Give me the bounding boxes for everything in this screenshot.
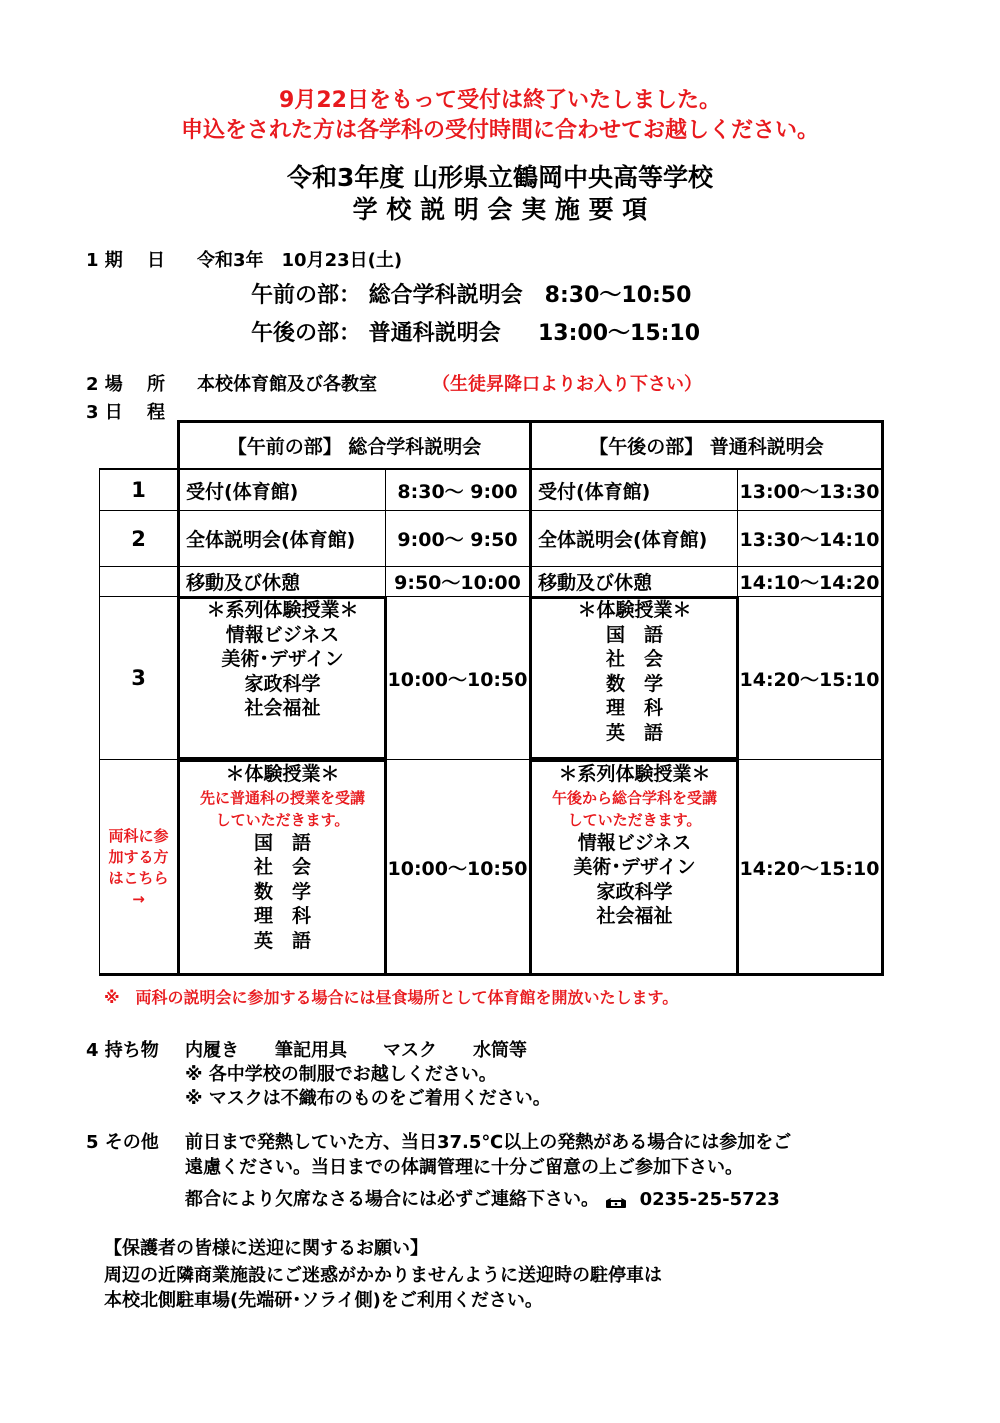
absence-contact — [185, 1185, 780, 1211]
row-4-am-classes — [180, 762, 385, 953]
row-3-pm-classes — [532, 598, 737, 745]
belongings-list: 内履き 筆記用具 マスク 水筒等 — [185, 1040, 527, 1061]
both-sessions-label — [100, 826, 177, 910]
row-4-pm-classes — [532, 762, 737, 929]
row-1-am-time: 8:30～ 9:00 — [397, 480, 518, 503]
row-4-am-note: 先に普通科の授業を受講 — [199, 788, 365, 807]
row-3-number: 3 — [131, 666, 146, 690]
row-4-pm-time: 14:20～15:10 — [739, 857, 880, 880]
row-3-am-line: 美術･デザイン — [221, 648, 344, 670]
row-3-pm-line: 国 語 — [605, 623, 663, 646]
row-2-number: 2 — [131, 526, 146, 551]
row-1-pm-time: 13:00～13:30 — [739, 480, 880, 503]
side-line: 加する方 — [108, 848, 169, 866]
row-4-pm-note: 午後から総合学科を受講 — [551, 788, 717, 807]
row-3-pm-line: 数 学 — [605, 672, 663, 695]
side-line: はこちら — [108, 869, 169, 887]
absence-text: 都合により欠席なさる場合には必ずご連絡下さい。 — [185, 1189, 599, 1210]
venue-entrance-note: （生徒昇降口よりお入り下さい） — [432, 374, 702, 395]
row-4-pm-heading: ＊系列体験授業＊ — [558, 763, 711, 785]
row-4-am-time: 10:00～10:50 — [387, 857, 528, 880]
move-row-am-item: 移動及び休憩 — [186, 572, 301, 594]
row-3-am-line: 社会福祉 — [244, 697, 321, 719]
row-3-am-time: 10:00～10:50 — [387, 668, 528, 691]
health-note-1: 前日まで発熱していた方、当日37.5℃以上の発熱がある場合には参加をご — [185, 1132, 792, 1153]
row-3-pm-line: ＊体験授業＊ — [577, 599, 692, 621]
row-3-am-line: 家政科学 — [244, 672, 321, 695]
pm-column-header: 【午後の部】 普通科説明会 — [589, 436, 824, 458]
row-4-am-line: 英 語 — [253, 929, 311, 952]
row-1-pm-item: 受付(体育館) — [538, 480, 651, 503]
row-2-pm-item: 全体説明会(体育館) — [538, 529, 708, 551]
pm-session: 午後の部： 普通科説明会 13:00～15:10 — [251, 321, 701, 346]
arrow-right-icon: → — [132, 890, 145, 908]
guardian-line-1: 周辺の近隣商業施設にご迷惑がかかりませんように送迎時の駐停車は — [104, 1265, 662, 1286]
row-4-pm-line: 美術･デザイン — [573, 856, 696, 878]
row-4-pm-line: 家政科学 — [596, 880, 673, 903]
mask-note: ※ マスクは不織布のものをご着用ください。 — [185, 1088, 551, 1109]
row-4-am-line: 国 語 — [253, 831, 311, 854]
move-row-am-time: 9:50～10:00 — [394, 572, 521, 594]
row-3-am-line: 情報ビジネス — [225, 623, 340, 646]
section-2-label: 2 場 所 — [86, 374, 166, 395]
side-line: 両科に参 — [108, 827, 169, 845]
row-2-am-time: 9:00～ 9:50 — [397, 529, 518, 551]
row-3-pm-time: 14:20～15:10 — [739, 668, 880, 691]
row-3-pm-line: 理 科 — [605, 697, 663, 719]
guardian-line-2: 本校北側駐車場(先端研･ソライ側)をご利用ください。 — [104, 1290, 543, 1311]
venue: 本校体育館及び各教室 — [197, 374, 377, 395]
row-4-am-line: 数 学 — [253, 880, 311, 903]
uniform-note: ※ 各中学校の制服でお越しください。 — [185, 1064, 497, 1085]
health-note-2: 遠慮ください。当日までの体調管理に十分ご留意の上ご参加下さい。 — [185, 1157, 743, 1178]
guardian-heading: 【保護者の皆様に送迎に関するお願い】 — [104, 1238, 428, 1259]
row-2-pm-time: 13:30～14:10 — [739, 529, 880, 551]
phone-number: 0235-25-5723 — [639, 1189, 780, 1210]
phone-icon — [605, 1193, 627, 1207]
move-row-pm-item: 移動及び休憩 — [538, 572, 653, 594]
row-4-am-heading: ＊体験授業＊ — [225, 763, 340, 785]
row-3-pm-line: 英 語 — [605, 721, 663, 744]
row-4-am-line: 理 科 — [253, 905, 311, 927]
row-1-am-item: 受付(体育館) — [186, 480, 299, 503]
row-3-am-line: ＊系列体験授業＊ — [206, 599, 359, 621]
row-2-am-item: 全体説明会(体育館) — [186, 529, 356, 551]
notice-line-2: 申込をされた方は各学科の受付時間に合わせてお越しください。 — [180, 118, 819, 143]
row-4-pm-line: 社会福祉 — [596, 905, 673, 927]
row-3-am-classes — [180, 598, 385, 721]
section-5-label: 5 その他 — [86, 1132, 159, 1153]
lunch-footnote: ※ 両科の説明会に参加する場合には昼食場所として体育館を開放いたします。 — [104, 988, 679, 1007]
row-4-am-line: 社 会 — [253, 856, 311, 878]
event-date: 令和3年 10月23日(土) — [197, 250, 403, 271]
section-1-label: 1 期 日 — [86, 250, 166, 271]
title-line-1: 令和3年度 山形県立鶴岡中央高等学校 — [286, 163, 714, 192]
row-4-pm-line: 情報ビジネス — [577, 831, 692, 854]
row-4-pm-note: していただきます。 — [567, 810, 702, 829]
move-row-pm-time: 14:10～14:20 — [739, 572, 880, 594]
row-1-number: 1 — [131, 478, 146, 502]
row-3-pm-line: 社 会 — [605, 648, 663, 670]
row-4-am-note: していただきます。 — [215, 810, 350, 829]
notice-line-1: 9月22日をもって受付は終了いたしました。 — [279, 88, 721, 113]
section-3-label: 3 日 程 — [86, 402, 166, 423]
am-column-header: 【午前の部】 総合学科説明会 — [227, 436, 482, 458]
title-line-2: 学 校 説 明 会 実 施 要 項 — [352, 195, 648, 224]
am-session: 午前の部： 総合学科説明会 8:30～10:50 — [251, 283, 692, 308]
section-4-label: 4 持ち物 — [86, 1040, 159, 1061]
